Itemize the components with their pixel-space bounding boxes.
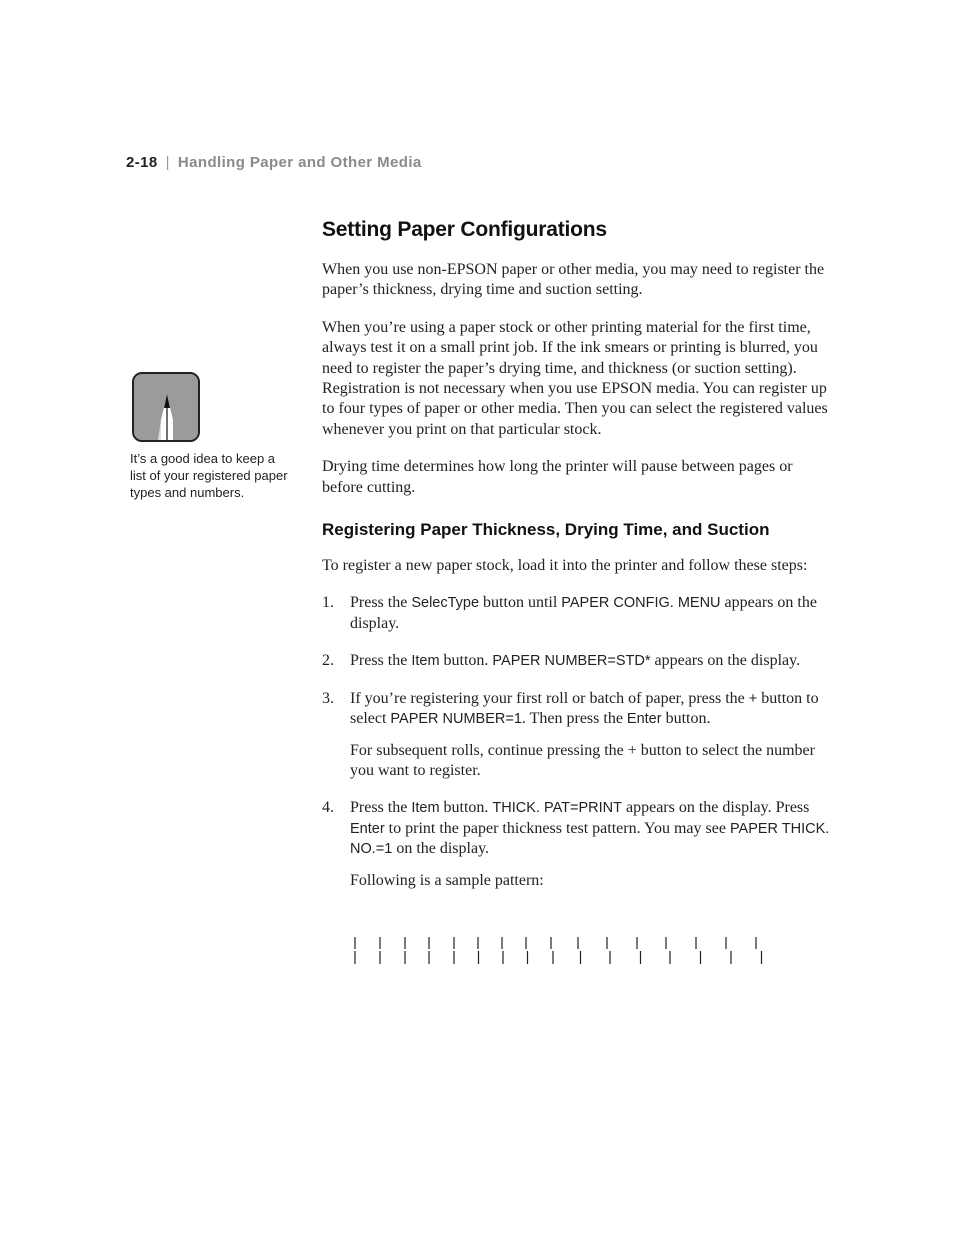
step-text: Press the Item button. PAPER NUMBER=STD* appears on the display. [350, 652, 801, 670]
button-name: SelecType [411, 595, 480, 612]
paragraph: When you’re using a paper stock or other printing material for the first time, always test it on a small print job. If the ink smears or printing is blurred, you need to register the paper’s drying time, and thickness (or suction setting). Registration is not necessary when you use EPSON media. You can register up to four types of paper or other media. Then you can select the registered values whenever you print on that particular stock. [322, 318, 828, 438]
paragraph: Drying time determines how long the printer will pause between pages or before cutting. [322, 458, 793, 496]
display-message: PAPER NUMBER=1 [390, 711, 522, 728]
step-extra: For subsequent rolls, continue pressing the + button to select the number you want to register. [350, 741, 815, 779]
step-text: Press the SelecType button until PAPER CONFIG. MENU appears on the display. [350, 594, 817, 632]
step-number: 1. [322, 594, 334, 612]
step-number: 4. [322, 799, 334, 817]
step-item [322, 651, 832, 671]
display-message: PAPER THICK. NO.=1 [350, 820, 830, 858]
step-number: 2. [322, 652, 334, 670]
page-number: 2-18 [126, 154, 158, 171]
chapter-title: Handling Paper and Other Media [177, 154, 422, 171]
step-item [322, 593, 832, 634]
step-item [322, 798, 832, 891]
margin-note: It’s a good idea to keep a list of your registered paper types and numbers. [130, 451, 288, 500]
running-header [126, 154, 422, 171]
thickness-test-pattern [350, 934, 800, 973]
step-number: 3. [322, 689, 334, 707]
button-name: Item [411, 653, 440, 670]
header-separator: | [165, 154, 170, 171]
pencil-note-icon [132, 372, 200, 442]
steps-list [322, 593, 832, 890]
subsection-title: Registering Paper Thickness, Drying Time, and Suction [322, 520, 770, 540]
main-content [322, 218, 832, 908]
button-name: Enter [350, 820, 385, 837]
step-text: Press the Item button. THICK. PAT=PRINT appears on the display. Press Enter to print the paper thickness test pattern. You may see PAPER THICK. NO.=1 on the display. [350, 799, 830, 858]
step-extra: Following is a sample pattern: [350, 871, 544, 889]
step-item [322, 689, 832, 782]
display-message: THICK. PAT=PRINT [492, 800, 622, 817]
button-name: + [748, 690, 758, 707]
display-message: PAPER CONFIG. MENU [561, 595, 721, 612]
button-name: Enter [626, 711, 662, 728]
button-name: Item [411, 800, 440, 817]
section-title: Setting Paper Configurations [322, 218, 607, 241]
paragraph: When you use non-EPSON paper or other media, you may need to register the paper’s thickness, drying time and suction setting. [322, 261, 825, 299]
display-message: PAPER NUMBER=STD* [492, 653, 651, 670]
step-text: If you’re registering your first roll or batch of paper, press the + button to select PAPER NUMBER=1. Then press the Enter button. [350, 689, 819, 728]
steps-intro: To register a new paper stock, load it into the printer and follow these steps: [322, 557, 808, 575]
pattern-graphic [350, 934, 800, 968]
